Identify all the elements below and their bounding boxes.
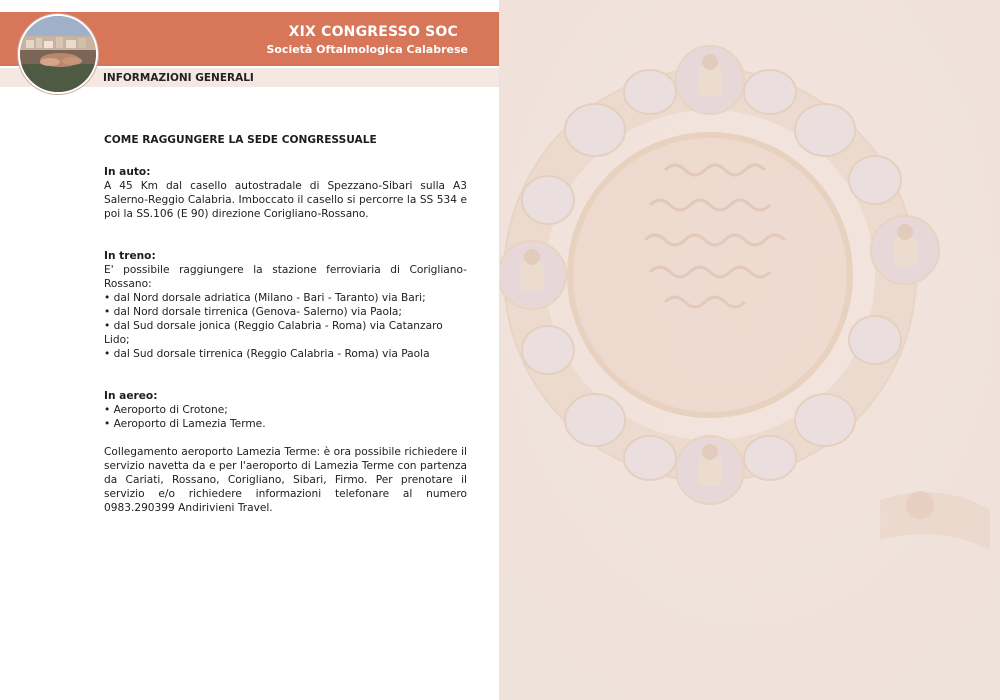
list-item: • Aeroporto di Lamezia Terme. <box>104 417 467 431</box>
air-title: In aereo: <box>104 390 158 402</box>
list-item: • Aeroporto di Crotone; <box>104 403 467 417</box>
list-item: • dal Nord dorsale tirrenica (Genova- Salerno) via Paola; <box>104 305 467 319</box>
list-item: • dal Nord dorsale adriatica (Milano - Bari - Taranto) via Bari; <box>104 291 467 305</box>
air-list <box>104 403 467 431</box>
train-intro: E' possibile raggiungere la stazione ferroviaria di Corigliano-Rossano: <box>104 264 467 290</box>
content-heading: COME RAGGUNGERE LA SEDE CONGRESSUALE <box>104 134 377 146</box>
train-list <box>104 291 467 361</box>
section-label: INFORMAZIONI GENERALI <box>103 72 254 84</box>
town-photo-logo <box>18 14 98 94</box>
manuscript-illustration <box>500 0 1000 700</box>
auto-section <box>104 165 467 221</box>
list-item: • dal Sud dorsale tirrenica (Reggio Calabria - Roma) via Paola <box>104 347 467 361</box>
society-subtitle: Società Oftalmologica Calabrese <box>266 43 468 56</box>
congress-title: XIX CONGRESSO SOC <box>288 24 458 40</box>
shuttle-note: Collegamento aeroporto Lamezia Terme: è ora possibile richiedere il servizio navetta da e per l'aeroporto di Lamezia Terme con partenza da Cariati, Rossano, Corigliano, Sibari, Firmo. Per prenotare il servizio e/o richiedere informazioni telefonare al numero 0983.290399 Andirivieni Travel. <box>104 446 467 514</box>
auto-text: A 45 Km dal casello autostradale di Spezzano-Sibari sulla A3 Salerno-Reggio Calabria. Imboccato il casello si percorre la SS 534 e poi la SS.106 (E 90) direzione Corigliano-Rossano. <box>104 180 467 220</box>
train-section <box>104 249 467 361</box>
list-item: • dal Sud dorsale jonica (Reggio Calabria - Roma) via Catanzaro Lido; <box>104 319 467 347</box>
air-section <box>104 389 467 515</box>
auto-title: In auto: <box>104 166 151 178</box>
content-area <box>104 133 467 515</box>
decorative-manuscript-page <box>500 0 1000 700</box>
train-title: In treno: <box>104 250 156 262</box>
town-photo-illustration <box>20 16 96 92</box>
